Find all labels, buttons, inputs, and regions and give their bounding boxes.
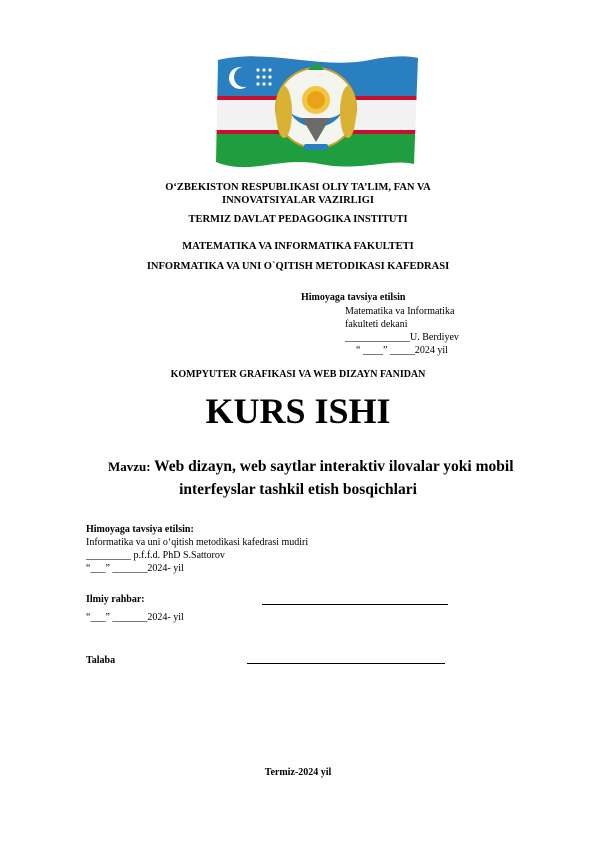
footer-city-year: Termiz-2024 yil [264,767,332,778]
uzbekistan-flag-emblem-image [210,52,422,172]
student-signature-line [247,663,445,664]
approval-top-signature: _____________U. Berdiyev [345,332,459,343]
approval-bottom-line-1: Informatika va uni o‘qitish metodikasi kafedrasi mudiri [86,537,309,548]
student-label: Talaba [86,655,116,666]
advisor-signature-line [262,604,448,605]
approval-top-line-1: Matematika va Informatika [345,306,455,317]
topic-label: Mavzu: [108,459,151,474]
advisor-label: Ilmiy rahbar: [86,594,145,605]
approval-top-line-2: fakulteti dekani [345,319,408,330]
faculty-name: MATEMATIKA VA INFORMATIKA FAKULTETI [182,241,414,252]
approval-top-date: “ ____” _____2024 yil [356,345,448,356]
advisor-date: “___” _______2024- yil [86,612,184,623]
topic-line-2: interfeyslar tashkil etish bosqichlari [179,481,417,498]
subject-name: KOMPYUTER GRAFIKASI VA WEB DIZAYN FANIDAN [170,369,426,380]
ministry-line-1: O‘ZBEKISTON RESPUBLIKASI OLIY TA’LIM, FAN VA [165,182,431,193]
department-name: INFORMATIKA VA UNI O`QITISH METODIKASI KAFEDRASI [146,261,450,272]
approval-top-title: Himoyaga tavsiya etilsin [301,292,406,303]
document-title: KURS ISHI [205,391,391,431]
topic-text-1: Web dizayn, web saytlar interaktiv ilovalar yoki mobil [154,458,514,475]
approval-bottom-title: Himoyaga tavsiya etilsin: [86,524,194,535]
approval-bottom-signature: _________ p.f.f.d. PhD S.Sattorov [86,550,225,561]
approval-bottom-date: “___” _______2024- yil [86,563,184,574]
ministry-line-2: INNOVATSIYALAR VAZIRLIGI [221,195,374,206]
institute-name: TERMIZ DAVLAT PEDAGOGIKA INSTITUTI [188,214,408,225]
topic-line-1 [108,458,514,476]
